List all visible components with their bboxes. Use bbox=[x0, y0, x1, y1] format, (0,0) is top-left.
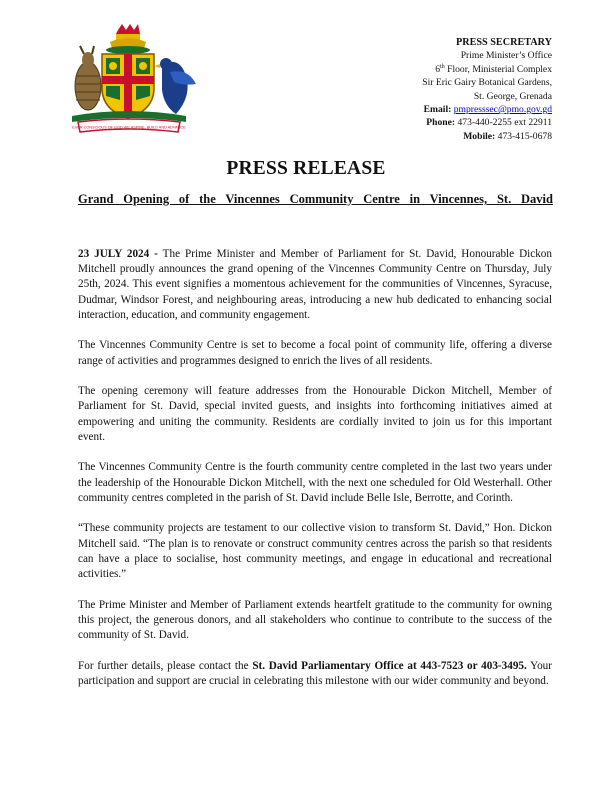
phone-label: Phone: bbox=[426, 117, 456, 129]
paragraph-2: The Vincennes Community Centre is set to become a focal point of community life, offering a diverse range of activities and programmes designed to enrich the lives of all residents. bbox=[78, 339, 552, 367]
office-city: St. George, Grenada bbox=[473, 90, 552, 102]
mobile-line bbox=[422, 130, 552, 143]
paragraph-3: The opening ceremony will feature addresses from the Honourable Dickon Mitchell, Member of Parliament for St. David, special invited guests, and insights into forthcoming initiatives aimed at empowering and uniting the community. Residents are cordially invited to join us for this important event. bbox=[78, 385, 552, 443]
release-date: 23 JULY 2024 - bbox=[78, 248, 158, 260]
paragraph-7 bbox=[78, 659, 552, 689]
contact-block bbox=[422, 36, 552, 143]
release-body bbox=[78, 247, 552, 704]
paragraph-7-intro: For further details, please contact the bbox=[78, 659, 253, 672]
paragraph-6: The Prime Minister and Member of Parliament extends heartfelt gratitude to the community for owning this project, the generous donors, and all stakeholders who continue to contribute to the success of the community of St. David. bbox=[78, 598, 552, 642]
floor-text: Floor, Ministerial Complex bbox=[444, 63, 552, 75]
office-floor bbox=[422, 63, 552, 76]
email-line bbox=[422, 103, 552, 116]
email-label: Email: bbox=[423, 104, 452, 116]
coat-of-arms-icon bbox=[58, 24, 200, 136]
paragraph-1-text: The Prime Minister and Member of Parliament for St. David, Honourable Dickon Mitchell proudly announces the grand opening of the Vincennes Community Centre on Thursday, July 25th, 2024. This event signifies a momentous achievement for the communities of Vincennes, Syracuse, Dudmar, Windsor Forest, and neighbouring areas, introducing a new hub dedicated to enhancing social interaction, education, and community engagement. bbox=[78, 248, 552, 321]
paragraph-5: “These community projects are testament to our collective vision to transform St. David,” Hon. Dickon Mitchell said. “The plan is to renovate or construct community centres across the parish so that residents can have a place to socialise, host community meetings, and engage in educational and recreational activities.” bbox=[78, 522, 552, 581]
office-name: Prime Minister’s Office bbox=[460, 50, 552, 62]
phone-line bbox=[422, 116, 552, 129]
office-title: PRESS SECRETARY bbox=[456, 37, 552, 48]
paragraph-4: The Vincennes Community Centre is the fourth community centre completed in the last two years under the leadership of the Honourable Dickon Mitchell, with the next one scheduled for Old Westerhall. Other community centres completed in the parish of St. David include Belle Isle, Berrotte, and Corinth. bbox=[78, 461, 552, 504]
office-address: Sir Eric Gairy Botanical Gardens, bbox=[422, 77, 552, 89]
floor-number: 6 bbox=[435, 63, 441, 75]
page-title: PRESS RELEASE bbox=[226, 158, 386, 179]
mobile-number: 473-415-0678 bbox=[497, 130, 552, 142]
release-subtitle: Grand Opening of the Vincennes Community Centre in Vincennes, St. David bbox=[78, 192, 553, 206]
floor-superscript: th bbox=[440, 63, 445, 70]
paragraph-1 bbox=[78, 247, 552, 323]
svg-text:EVER CONSCIOUS OF GOD WE ASPIR: EVER CONSCIOUS OF GOD WE ASPIRE, BUILD AND ADVANCE bbox=[72, 125, 186, 130]
email-link[interactable]: pmpresssec@pmo.gov.gd bbox=[453, 104, 552, 116]
paragraph-7-closing: Your participation and support are crucial in celebrating this milestone with our wider community and beyond. bbox=[78, 659, 553, 687]
parliamentary-office-contact: St. David Parliamentary Office at 443-7523 or 403-3495. bbox=[252, 659, 527, 672]
mobile-label: Mobile: bbox=[463, 130, 496, 142]
phone-number: 473-440-2255 ext 22911 bbox=[457, 117, 552, 129]
